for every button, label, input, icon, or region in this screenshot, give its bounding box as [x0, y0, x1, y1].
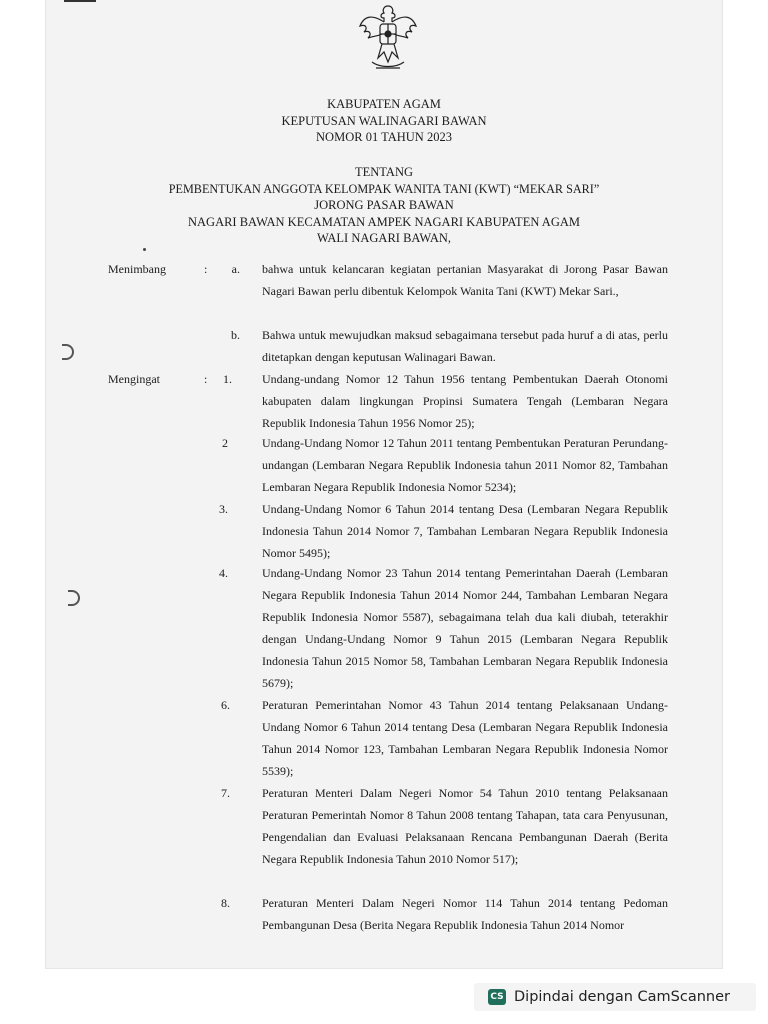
mengingat-item-num: 1.: [223, 372, 232, 386]
mengingat-item-num: 7.: [221, 786, 230, 800]
stray-dot: [143, 248, 146, 251]
menimbang-item-num: b.: [231, 328, 240, 342]
menimbang-label: Menimbang: [108, 262, 166, 276]
mengingat-item-num: 2: [222, 436, 228, 450]
hole-punch-mark: [68, 590, 80, 606]
subject-line-1: PEMBENTUKAN ANGGOTA KELOMPAK WANITA TANI (KWT) “MEKAR SARI”: [168, 181, 600, 196]
subject-block: [46, 164, 722, 247]
mengingat-item-text: Undang-Undang Nomor 23 Tahun 2014 tentang Pemerintahan Daerah (Lembaran Negara Republik Indonesia Tahun 2014 Nomor 244, Tambahan Lembaran Negara Republik Indonesia Nomor 5587), sebagaimana telah dua kali diubah, teterakhir dengan Undang-Undang Nomor 9 Tahun 2015 (Lembaran Negara Republik Indonesia Tahun 2015 Nomor 58, Tambahan Lembaran Negara Republik Indonesia 5679);: [262, 566, 668, 690]
decree-title: KEPUTUSAN WALINAGARI BAWAN: [281, 113, 487, 128]
mengingat-item-text: Peraturan Menteri Dalam Negeri Nomor 54 Tahun 2010 tentang Pelaksanaan Peraturan Pemerintah Nomor 8 Tahun 2008 tentang Tahapan, tata cara Penyusunan, Pengendalian dan Evaluasi Pelaksanaan Rencana Pembangunan Daerah (Berita Negara Republik Indonesia Tahun 2010 Nomor 517);: [262, 786, 668, 866]
document-page: [46, 0, 722, 968]
mengingat-item-num: 8.: [221, 896, 230, 910]
subject-heading: TENTANG: [354, 165, 413, 179]
scan-corner-mark: [64, 0, 96, 2]
camscanner-watermark: [474, 983, 756, 1011]
menimbang-item-text: bahwa untuk kelancaran kegiatan pertanian Masyarakat di Jorong Pasar Bawan Nagari Bawan perlu dibentuk Kelompok Wanita Tani (KWT) Mekar Sari.,: [262, 262, 668, 298]
mengingat-item-text: Peraturan Menteri Dalam Negeri Nomor 114 Tahun 2014 tentang Pedoman Pembangunan Desa (Berita Negara Republik Indonesia Tahun 2014 Nomor: [262, 896, 668, 932]
garuda-emblem-icon: [358, 0, 418, 80]
mengingat-item-num: 4.: [219, 566, 228, 580]
mengingat-item-text: Undang-undang Nomor 12 Tahun 1956 tentang Pembentukan Daerah Otonomi kabupaten dalam lingkungan Propinsi Sumatera Tengah (Lembaran Negara Republik Indonesia Tahun 1956 Nomor 25);: [262, 372, 668, 430]
decree-number: NOMOR 01 TAHUN 2023: [316, 130, 452, 144]
camscanner-label: Dipindai dengan CamScanner: [514, 989, 731, 1005]
document-header: [46, 96, 722, 146]
menimbang-item-num: a.: [231, 262, 240, 276]
hole-punch-mark: [62, 344, 74, 360]
camscanner-logo-icon: CS: [488, 989, 506, 1005]
mengingat-item-text: Undang-Undang Nomor 12 Tahun 2011 tentang Pembentukan Peraturan Perundang-undangan (Lembaran Negara Republik Indonesia tahun 2011 Nomor 82, Tambahan Lembaran Negara Republik Indonesia Nomor 5234);: [262, 436, 668, 494]
subject-line-2: JORONG PASAR BAWAN: [314, 198, 454, 212]
menimbang-colon: :: [204, 262, 208, 276]
regency-name: KABUPATEN AGAM: [327, 97, 441, 111]
mengingat-colon: :: [204, 372, 208, 386]
menimbang-item-text: Bahwa untuk mewujudkan maksud sebagaimana tersebut pada huruf a di atas, perlu ditetapkan dengan keputusan Walinagari Bawan.: [262, 328, 668, 364]
mengingat-item-num: 6.: [221, 698, 230, 712]
mengingat-item-text: Peraturan Pemerintahan Nomor 43 Tahun 2014 tentang Pelaksanaan Undang-Undang Nomor 6 Tahun 2014 tentang Desa (Lembaran Negara Republik Indonesia Tahun 2014 Nomor 123, Tambahan Lembaran Negara Republik Indonesia Nomor 5539);: [262, 698, 668, 778]
subject-line-3: NAGARI BAWAN KECAMATAN AMPEK NAGARI KABUPATEN AGAM: [187, 214, 580, 229]
subject-line-4: WALI NAGARI BAWAN,: [316, 231, 452, 245]
mengingat-item-text: Undang-Undang Nomor 6 Tahun 2014 tentang Desa (Lembaran Negara Republik Indonesia Tahun 2014 Nomor 7, Tambahan Lembaran Negara Republik Indonesia Nomor 5495);: [262, 502, 668, 560]
mengingat-item-num: 3.: [219, 502, 228, 516]
mengingat-label: Mengingat: [108, 372, 160, 386]
